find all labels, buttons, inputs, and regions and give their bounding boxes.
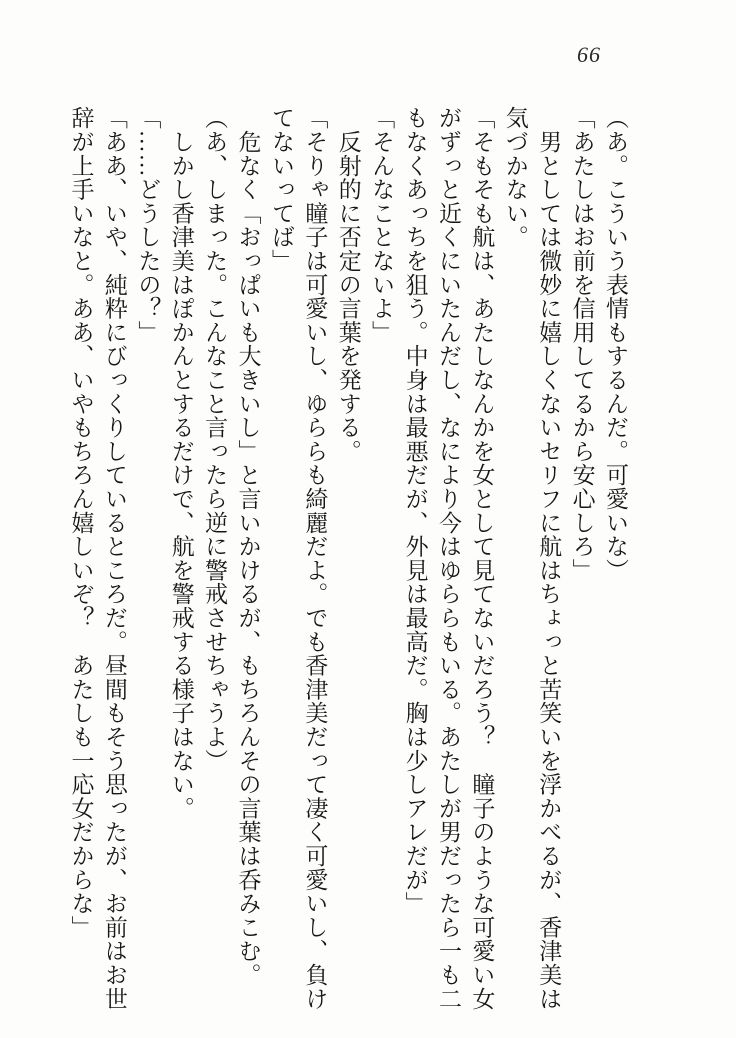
text-line: 危なく「おっぱいも大きいし」と言いかけるが、もちろんその言葉は呑みこむ。 — [235, 106, 261, 987]
text-line: 「そりゃ瞳子は可愛いし、ゆららも綺麗だよ。でも香津美だって凄く可愛いし、負け — [302, 106, 328, 1011]
text-line: 「そんなことないよ」 — [369, 106, 395, 344]
vertical-text-block — [64, 106, 632, 1018]
text-line: （あ、しまった。こんなこと言ったら逆に警戒させちゃうよ） — [202, 106, 228, 773]
text-line: てないってば」 — [268, 106, 294, 273]
text-line: 辞が上手いなと。ああ、いやもちろん嬉しいぞ？ あたしも一応女だからな」 — [68, 106, 94, 939]
text-line: 「そもそも航は、あたしなんかを女として見てないだろう？ 瞳子のような可愛い女 — [469, 106, 495, 1011]
text-line: 気づかない。 — [502, 106, 528, 249]
text-line: 「ああ、いや、純粋にびっくりしているところだ。昼間もそう思ったが、お前はお世 — [101, 106, 127, 1011]
text-line: 「……どうしたの？」 — [135, 106, 161, 344]
text-line: 反射的に否定の言葉を発する。 — [335, 106, 361, 463]
page-number: 66 — [577, 42, 601, 67]
text-line: しかし香津美はぽかんとするだけで、航を警戒する様子はない。 — [168, 106, 194, 820]
text-line: もなくあっちを狙う。中身は最悪だが、外見は最高だ。胸は少しアレだが」 — [402, 106, 428, 916]
text-line: （あ。こういう表情もするんだ。可愛いな） — [603, 106, 628, 582]
text-line: がずっと近くにいたんだし、なにより今はゆららもいる。あたしが男だったら一も二 — [435, 106, 461, 1011]
text-line: 男としては微妙に嬉しくないセリフに航はちょっと苦笑いを浮かべるが、香津美は — [536, 106, 562, 1011]
text-line: 「あたしはお前を信用してるから安心しろ」 — [569, 106, 595, 582]
